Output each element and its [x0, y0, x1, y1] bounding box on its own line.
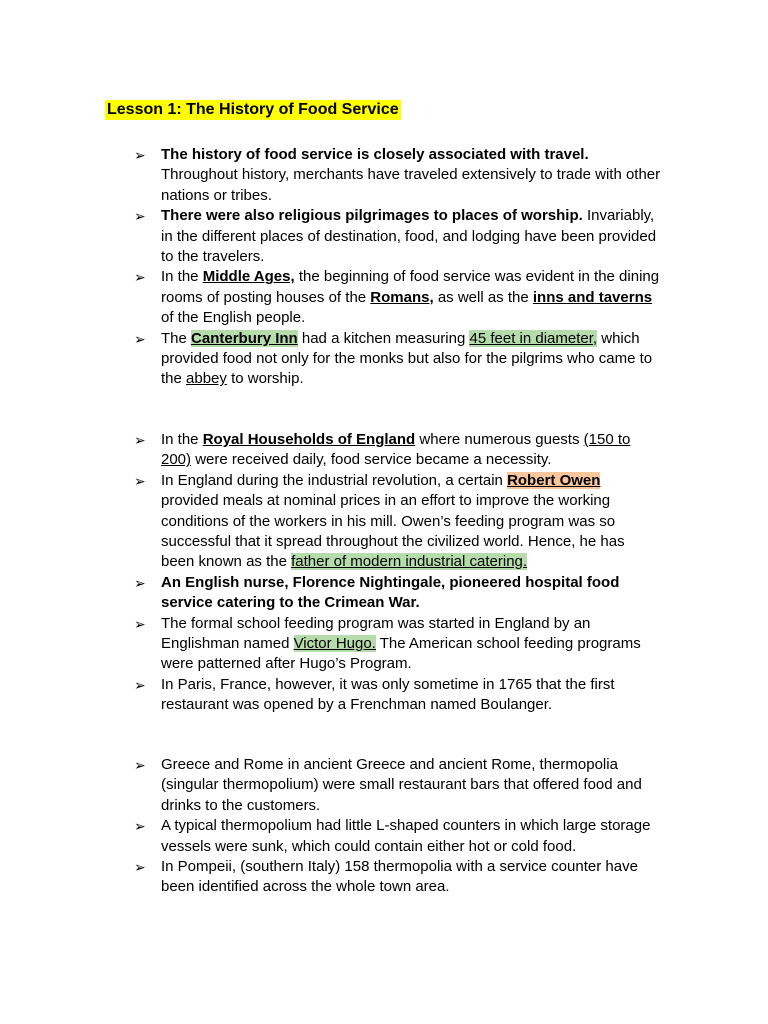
- body-text: The American school feeding programs were patterned after Hugo’s Program.: [161, 635, 641, 673]
- list-item: [0, 675, 661, 716]
- bullet-list-section-2: [0, 430, 768, 716]
- lesson-title: Lesson 1: The History of Food Service: [107, 101, 399, 118]
- term-royal-households: Royal Households of England: [202, 431, 416, 448]
- term-victor-hugo: Victor Hugo.: [293, 635, 376, 653]
- arrow-bullet-icon: ➢: [134, 269, 146, 286]
- list-item: [0, 857, 661, 898]
- bold-text: There were also religious pilgrimages to places of worship.: [161, 207, 583, 225]
- list-item: [0, 471, 661, 573]
- term-inns-taverns: inns and taverns: [532, 288, 653, 306]
- bullet-list-section-3: [0, 755, 768, 898]
- body-text: to worship.: [226, 370, 304, 388]
- body-text: In Paris, France, however, it was only sometime in 1765 that the first restaurant was opened by a Frenchman named Boulanger.: [161, 675, 615, 714]
- list-item: [0, 267, 661, 328]
- list-item: [0, 755, 661, 816]
- arrow-bullet-icon: ➢: [134, 432, 146, 448]
- term-diameter: 45 feet in diameter,: [469, 329, 598, 347]
- list-item: [0, 614, 661, 675]
- body-text: Invariably, in the different places of destination, food, and lodging have been provided to the travelers.: [161, 207, 657, 266]
- body-text: The formal school feeding program was started in England by an Englishman named: [161, 614, 591, 653]
- arrow-bullet-icon: ➢: [134, 472, 146, 489]
- body-text: which provided food not only for the monks but also for the pilgrims who came to the: [161, 329, 653, 388]
- list-item: [0, 573, 661, 614]
- body-text: provided meals at nominal prices in an effort to improve the working conditions of the workers in his mill. Owen’s feeding program was so successful that it spread throughout the civilized world. Hence, he has been known as the: [161, 492, 625, 571]
- arrow-bullet-icon: ➢: [134, 757, 146, 773]
- body-text: of the English people.: [161, 309, 306, 327]
- body-text: the beginning of food service was evident in the dining rooms of posting houses of the: [161, 268, 660, 306]
- body-text: had a kitchen measuring: [297, 329, 470, 347]
- list-item: [0, 816, 661, 857]
- arrow-bullet-icon: ➢: [134, 330, 146, 347]
- body-text: were received daily, food service became a necessity.: [191, 451, 552, 469]
- arrow-bullet-icon: ➢: [134, 676, 146, 693]
- bullet-list-section-1: [0, 145, 768, 390]
- body-text: In Pompeii, (southern Italy) 158 thermopolia with a service counter have been identified across the whole town area.: [161, 858, 638, 896]
- list-item: [0, 145, 661, 206]
- arrow-bullet-icon: ➢: [134, 574, 146, 591]
- arrow-bullet-icon: ➢: [134, 147, 146, 163]
- list-item: [0, 329, 661, 390]
- term-guest-count: (150 to 200): [161, 431, 631, 469]
- list-item: [0, 430, 661, 471]
- arrow-bullet-icon: ➢: [134, 859, 146, 876]
- bold-text: The history of food service is closely associated with travel.: [161, 146, 589, 163]
- body-text: In the: [161, 268, 203, 286]
- term-canterbury-inn: Canterbury Inn: [191, 329, 298, 347]
- body-text: Greece and Rome in ancient Greece and ancient Rome, thermopolia (singular thermopolium) were small restaurant bars that offered food and drinks to the customers.: [161, 756, 642, 814]
- term-father-industrial-catering: father of modern industrial catering.: [291, 553, 528, 571]
- body-text: as well as the: [433, 288, 533, 306]
- body-text: where numerous guests: [415, 431, 584, 448]
- body-text: In England during the industrial revolution, a certain: [161, 471, 508, 489]
- term-robert-owen: Robert Owen: [507, 471, 601, 489]
- bold-text: An English nurse, Florence Nightingale, pioneered hospital food service catering to the Crimean War.: [161, 573, 620, 612]
- arrow-bullet-icon: ➢: [134, 615, 146, 632]
- body-text: A typical thermopolium had little L-shaped counters in which large storage vessels were sunk, which could contain either hot or cold food.: [161, 817, 651, 855]
- arrow-bullet-icon: ➢: [134, 208, 146, 225]
- arrow-bullet-icon: ➢: [134, 818, 146, 835]
- body-text: Throughout history, merchants have traveled extensively to trade with other nations or tribes.: [161, 166, 661, 204]
- term-middle-ages: Middle Ages,: [202, 268, 295, 286]
- body-text: In the: [161, 431, 203, 448]
- term-romans: Romans,: [370, 288, 434, 306]
- body-text: The: [161, 329, 192, 347]
- list-item: [0, 206, 661, 267]
- term-abbey: abbey: [186, 370, 227, 388]
